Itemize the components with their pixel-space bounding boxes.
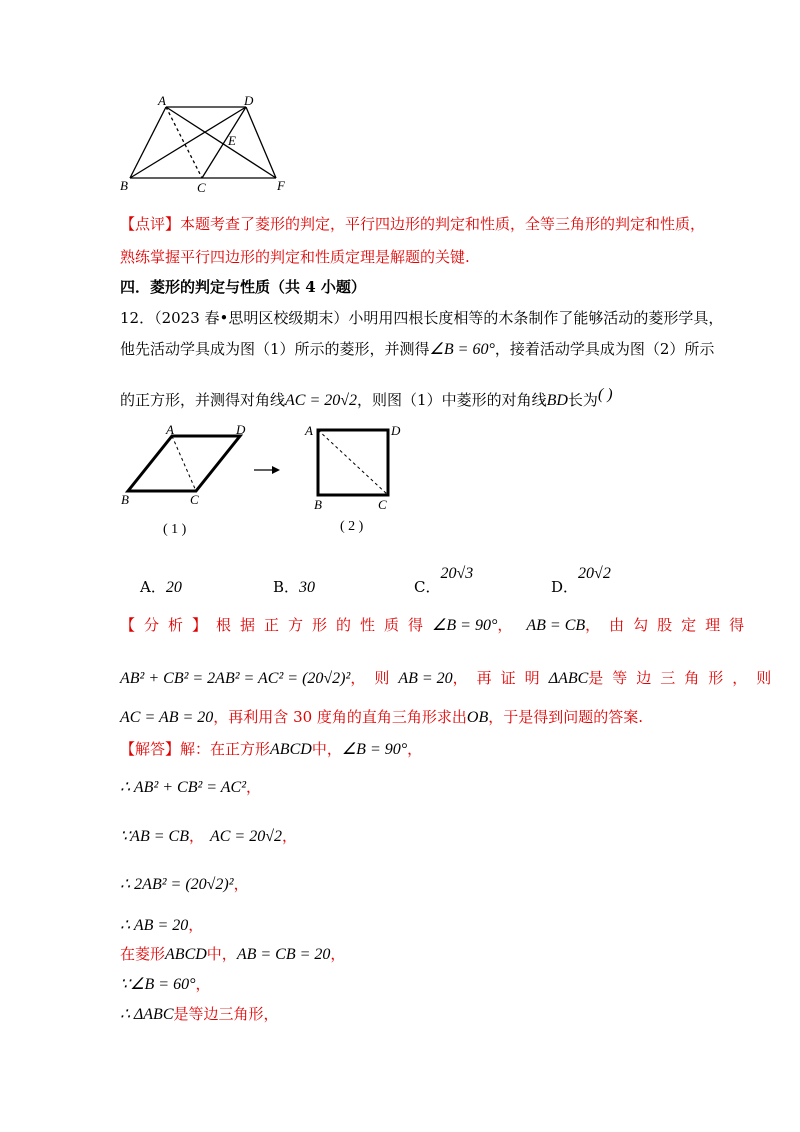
arrow-head: [272, 466, 280, 474]
solution-step-7: [120, 1003, 279, 1024]
solution-bracket: 【解答】: [120, 740, 181, 758]
solution-step-5-math: AB = CB = 20: [236, 946, 331, 963]
analysis-pythagorean: AB² + CB² = 2AB² = AC² = (20√2)²: [120, 670, 351, 687]
solution-step-1-math: ∴ AB² + CB² = AC²: [120, 779, 247, 796]
solution-angle-b-90: ∠B = 90°: [341, 741, 408, 758]
option-c-letter: C．: [414, 578, 441, 596]
analysis-angle-b-90: ∠B = 90°: [432, 617, 498, 634]
rhombus-figure: [0, 0, 800, 540]
question-text-2a: 他先活动学具成为图（1）所示的菱形，并测得: [120, 340, 430, 358]
option-d-letter: D．: [551, 578, 579, 596]
section-title: 四．菱形的判定与性质（共 4 小题）: [120, 278, 366, 296]
question-text-2b: ，接着活动学具成为图（2）所示: [494, 340, 715, 358]
solution-step-2-end: ，: [282, 827, 298, 845]
square-diagonal-ac: [318, 430, 388, 495]
question-number: 12．: [120, 309, 155, 327]
analysis-ob: OB: [466, 709, 489, 726]
option-b-letter: B．: [273, 578, 300, 596]
solution-step-4-math: ∴ AB = 20: [120, 917, 189, 934]
solution-text-1a: 解：在正方形: [180, 740, 271, 758]
option-c-value: 20√3: [440, 565, 474, 582]
square-label-c: C: [378, 497, 387, 512]
solution-step-7-math: ∴ ΔABC: [120, 1006, 174, 1023]
solution-step-2-sep: ，: [188, 827, 204, 845]
option-a-value: 20: [165, 579, 182, 596]
solution-step-1: [120, 776, 261, 797]
comment-text-1: 本题考查了菱形的判定，平行四边形的判定和性质，全等三角形的判定和性质，: [180, 215, 706, 233]
solution-square-abcd: ABCD: [270, 741, 312, 758]
solution-line-1: [120, 738, 422, 759]
solution-step-5-end: ，: [330, 945, 346, 963]
analysis-ab-eq-cb: AB = CB: [526, 617, 586, 634]
rhombus-label-c: C: [190, 492, 199, 507]
solution-step-1-end: ，: [246, 778, 262, 796]
analysis-ac-ab-20: AC = AB = 20: [120, 709, 214, 726]
solution-step-6: [120, 973, 211, 994]
question-source: （2023 春•思明区校级期末）: [154, 309, 349, 327]
solution-step-2: [120, 825, 297, 846]
ac-value: AC = 20√2: [285, 392, 358, 409]
answer-paren: ( ): [597, 386, 613, 403]
analysis-triangle-abc: ΔABC: [548, 670, 589, 687]
analysis-text-3b: ，于是得到问题的答案.: [488, 708, 644, 726]
analysis-line-1: [120, 614, 753, 635]
solution-step-6-math: ∵∠B = 60°: [120, 976, 196, 993]
option-d-value: 20√2: [578, 565, 611, 582]
solution-text-1c: ，: [407, 740, 423, 758]
solution-step-7-text: 是等边三角形，: [173, 1005, 279, 1023]
label-f: F: [277, 178, 285, 193]
solution-step-3-end: ，: [233, 875, 249, 893]
rhombus-label-b: B: [121, 492, 129, 507]
label-e: E: [228, 133, 236, 148]
solution-step-3-math: ∴ 2AB² = (20√2)²: [120, 876, 234, 893]
solution-step-5: [120, 943, 345, 964]
analysis-text-3a: ，再利用含 30 度角的直角三角形求出: [213, 708, 467, 726]
solution-step-3: [120, 873, 249, 894]
analysis-line-2: [120, 667, 780, 688]
question-text-3a: 的正方形，并测得对角线: [120, 391, 286, 409]
analysis-line-3: [120, 706, 643, 727]
analysis-sep: ，: [497, 616, 513, 634]
option-d[interactable]: [551, 565, 611, 597]
solution-text-1b: 中，: [311, 740, 342, 758]
figure-2-caption: ( 2 ): [340, 519, 364, 534]
analysis-text-2a: ，则: [350, 669, 399, 687]
option-b[interactable]: [273, 576, 315, 597]
question-text-1: 小明用四根长度相等的木条制作了能够活动的菱形学具，: [348, 309, 724, 327]
question-text-3c: 长为: [567, 391, 598, 409]
square-label-a: A: [305, 423, 313, 438]
question-text-3b: ，则图（1）中菱形的对角线: [357, 391, 547, 409]
option-b-value: 30: [299, 579, 316, 596]
analysis-text-2b: ，再证明: [452, 669, 549, 687]
label-b: B: [120, 178, 128, 193]
analysis-ab-20: AB = 20: [398, 670, 453, 687]
comment-bracket: 【点评】: [120, 215, 181, 233]
analysis-text-2c: 是等边三角形，则: [588, 669, 781, 687]
figure-1-caption: ( 1 ): [163, 522, 187, 537]
solution-step-4-end: ，: [188, 916, 204, 934]
square-label-b: B: [314, 497, 322, 512]
angle-b-60: ∠B = 60°: [429, 341, 495, 358]
rhombus-diagonal-ac: [172, 436, 196, 491]
option-a-letter: A．: [140, 578, 166, 596]
solution-rhombus-abcd: ABCD: [165, 946, 207, 963]
option-c[interactable]: [414, 565, 474, 597]
solution-step-6-end: ，: [195, 975, 211, 993]
comment-line-2: 熟练掌握平行四边形的判定和性质定理是解题的关键.: [120, 248, 470, 266]
solution-step-2-math-b: AC = 20√2: [209, 828, 283, 845]
bd-label: BD: [546, 392, 568, 409]
label-c: C: [197, 180, 206, 195]
analysis-text-1b: ，由勾股定理得: [585, 616, 754, 634]
solution-step-4: [120, 914, 203, 935]
rhombus-label-d: D: [236, 422, 246, 437]
solution-step-5-text-b: 中，: [206, 945, 237, 963]
square-label-d: D: [391, 423, 401, 438]
solution-step-2-math-a: ∵AB = CB: [120, 828, 189, 845]
option-a[interactable]: [140, 576, 182, 597]
label-a: A: [158, 93, 166, 108]
analysis-bracket: 【分析】: [120, 616, 217, 634]
label-d: D: [244, 93, 254, 108]
analysis-text-1a: 根据正方形的性质得: [216, 616, 433, 634]
solution-step-5-text-a: 在菱形: [120, 945, 166, 963]
rhombus-label-a: A: [166, 422, 174, 437]
